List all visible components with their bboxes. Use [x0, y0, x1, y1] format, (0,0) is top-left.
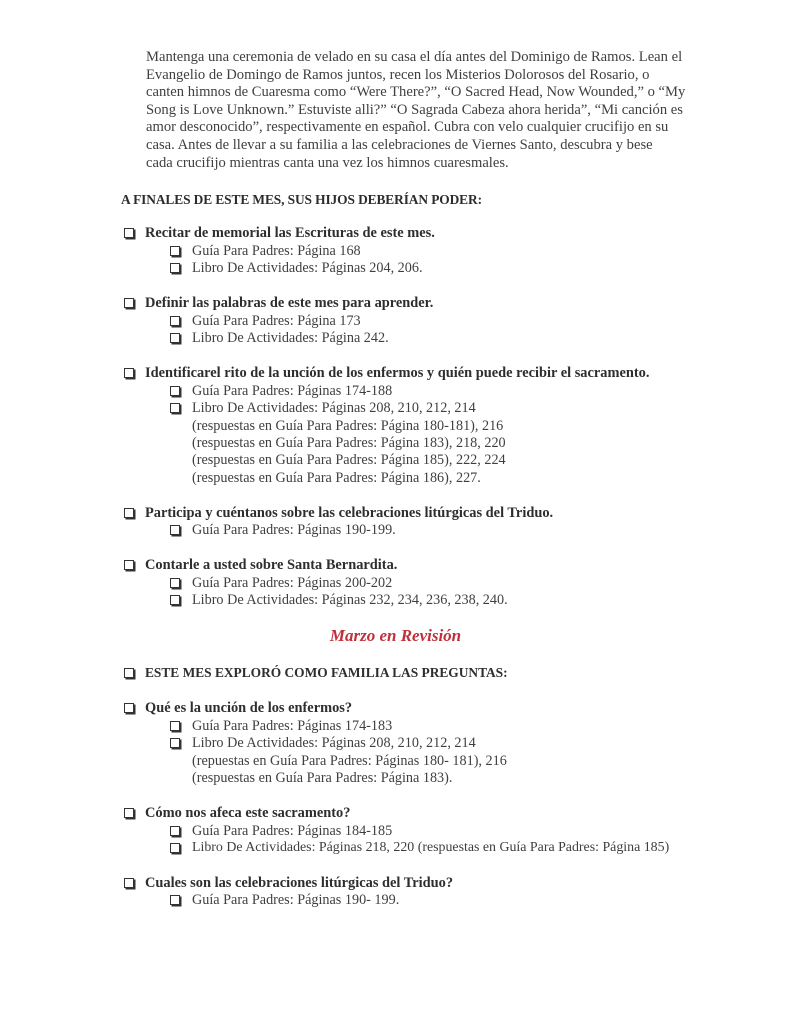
- sub-item-text: Guía Para Padres: Páginas 174-183: [192, 718, 393, 734]
- question-title: Qué es la unción de los enfermos?: [145, 700, 353, 716]
- intro-line: Song is Love Unknown.” Estuviste alli?” “O Sagrada Cabeza ahora herida”, “Mi canción es: [146, 101, 683, 118]
- checkbox-icon[interactable]: [124, 508, 134, 518]
- checkbox-icon[interactable]: [170, 525, 180, 535]
- question-title: Cuales son las celebraciones litúrgicas del Triduo?: [145, 875, 454, 891]
- sub-item-continuation: (respuestas en Guía Para Padres: Página 186), 227.: [192, 470, 481, 486]
- checkbox-icon[interactable]: [170, 403, 180, 413]
- sub-item-text: Guía Para Padres: Páginas 174-188: [192, 383, 393, 399]
- intro-line: cada crucifijo mientras canta una vez los himnos cuaresmales.: [146, 154, 509, 171]
- goal-title: Contarle a usted sobre Santa Bernardita.: [145, 557, 398, 573]
- goals-heading: A FINALES DE ESTE MES, SUS HIJOS DEBERÍAN PODER:: [121, 192, 482, 207]
- sub-item-text: Libro De Actividades: Páginas 208, 210, 212, 214: [192, 400, 476, 416]
- review-heading: ESTE MES EXPLORÓ COMO FAMILIA LAS PREGUNTAS:: [145, 665, 508, 680]
- sub-item-text: Libro De Actividades: Páginas 208, 210, 212, 214: [192, 735, 476, 751]
- sub-item-continuation: (repuestas en Guía Para Padres: Páginas 180- 181), 216: [192, 753, 507, 769]
- sub-item-text: Libro De Actividades: Páginas 218, 220 (respuestas en Guía Para Padres: Página 185): [192, 840, 670, 855]
- checkbox-icon[interactable]: [170, 263, 180, 273]
- sub-item-text: Guía Para Padres: Páginas 190-199.: [192, 522, 396, 538]
- intro-line: canten himnos de Cuaresma como “Were There?”, “O Sacred Head, Now Wounded,” o “My: [146, 84, 686, 101]
- intro-line: amor desconocido”, respectivamente en español. Cubra con velo cualquier crucifijo en su: [146, 119, 669, 136]
- checkbox-icon[interactable]: [124, 703, 134, 713]
- sub-item-continuation: (respuestas en Guía Para Padres: Página 185), 222, 224: [192, 452, 506, 468]
- goal-title: Definir las palabras de este mes para aprender.: [145, 295, 434, 311]
- checkbox-icon[interactable]: [124, 560, 134, 570]
- sub-item-text: Guía Para Padres: Página 168: [192, 243, 361, 259]
- sub-item-text: Guía Para Padres: Página 173: [192, 313, 361, 329]
- sub-item-text: Libro De Actividades: Página 242.: [192, 330, 389, 346]
- checkbox-icon[interactable]: [170, 895, 180, 905]
- checkbox-icon[interactable]: [124, 228, 134, 238]
- goal-title: Recitar de memorial las Escrituras de este mes.: [145, 225, 435, 241]
- checkbox-icon[interactable]: [170, 738, 180, 748]
- checkbox-icon[interactable]: [170, 316, 180, 326]
- intro-line: Evangelio de Domingo de Ramos juntos, recen los Misterios Dolorosos del Rosario, o: [146, 66, 650, 83]
- checkbox-icon[interactable]: [124, 878, 134, 888]
- review-section-title: Marzo en Revisión: [329, 626, 462, 645]
- sub-item-continuation: (respuestas en Guía Para Padres: Página 183).: [192, 770, 453, 786]
- sub-item-continuation: (respuestas en Guía Para Padres: Página 180-181), 216: [192, 418, 504, 434]
- intro-line: casa. Antes de llevar a su familia a las celebraciones de Viernes Santo, descubra y bese: [146, 136, 653, 153]
- checkbox-icon[interactable]: [124, 808, 134, 818]
- sub-item-text: Guía Para Padres: Páginas 190- 199.: [192, 892, 400, 908]
- checkbox-icon[interactable]: [170, 843, 180, 853]
- checkbox-icon[interactable]: [170, 595, 180, 605]
- checkbox-icon[interactable]: [170, 246, 180, 256]
- checkbox-icon[interactable]: [170, 826, 180, 836]
- checkbox-icon[interactable]: [124, 668, 134, 678]
- checkbox-icon[interactable]: [170, 333, 180, 343]
- checkbox-icon[interactable]: [170, 386, 180, 396]
- question-title: Cómo nos afeca este sacramento?: [145, 805, 351, 821]
- sub-item-text: Guía Para Padres: Páginas 200-202: [192, 575, 393, 591]
- checkbox-icon[interactable]: [124, 298, 134, 308]
- goal-title: Identificarel rito de la unción de los enfermos y quién puede recibir el sacramento.: [145, 365, 650, 381]
- sub-item-text: Libro De Actividades: Páginas 232, 234, 236, 238, 240.: [192, 592, 508, 608]
- intro-line: Mantenga una ceremonia de velado en su casa el día antes del Dominigo de Ramos. Lean el: [146, 49, 683, 65]
- intro-paragraph: [146, 49, 751, 172]
- goal-title: Participa y cuéntanos sobre las celebraciones litúrgicas del Triduo.: [145, 505, 554, 521]
- checkbox-icon[interactable]: [170, 578, 180, 588]
- checkbox-icon[interactable]: [170, 721, 180, 731]
- sub-item-text: Guía Para Padres: Páginas 184-185: [192, 823, 393, 839]
- sub-item-continuation: (respuestas en Guía Para Padres: Página 183), 218, 220: [192, 435, 506, 451]
- checkbox-icon[interactable]: [124, 368, 134, 378]
- sub-item-text: Libro De Actividades: Páginas 204, 206.: [192, 260, 423, 276]
